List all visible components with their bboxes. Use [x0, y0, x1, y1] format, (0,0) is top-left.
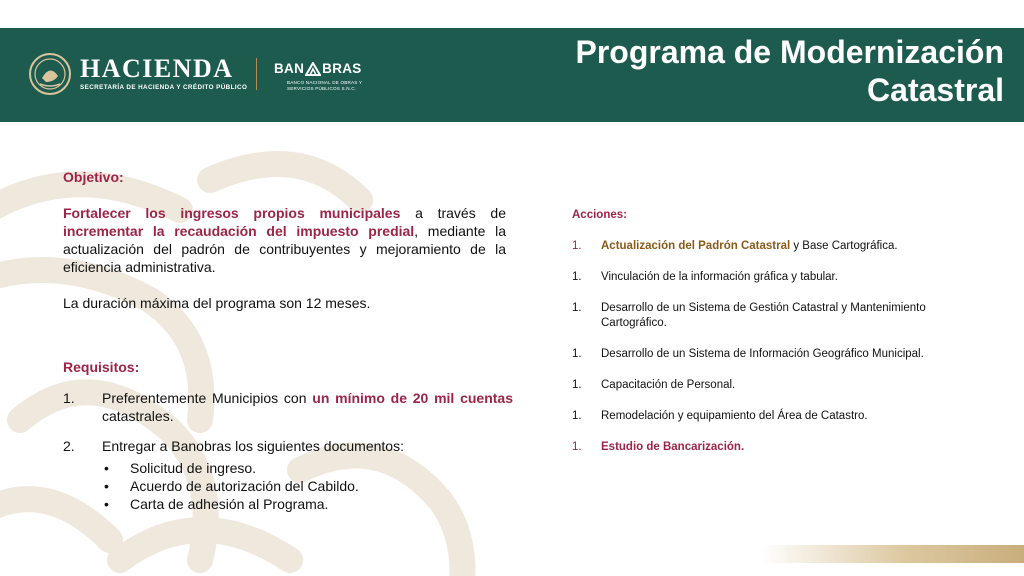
requisitos-section: [63, 358, 513, 513]
requisito-highlight: un mínimo de 20 mil cuentas: [312, 390, 513, 406]
objetivo-text-1: a través de: [400, 205, 506, 221]
page-title-line-2: Catastral: [867, 72, 1004, 108]
requisito-item-1: [63, 389, 513, 425]
requisito-number-1: 1.: [63, 390, 75, 406]
requisito-number-2: 2.: [63, 438, 75, 454]
hacienda-subtitle: SECRETARÍA DE HACIENDA Y CRÉDITO PÚBLICO: [80, 84, 248, 91]
accion-number: 1.: [572, 240, 582, 252]
accion-item-3: [572, 301, 972, 331]
accion-highlight: Actualización del Padrón Catastral: [601, 240, 791, 252]
accion-number: 1.: [572, 348, 582, 360]
accion-text-7: Estudio de Bancarización.: [601, 441, 745, 453]
banobras-text-a: BAN: [274, 61, 305, 76]
accion-item-1: [572, 239, 972, 254]
requisito-text-1b: catastrales.: [102, 408, 174, 424]
accion-text-5: Capacitación de Personal.: [601, 379, 736, 391]
requisitos-label: Requisitos:: [63, 359, 140, 375]
accion-text-4: Desarrollo de un Sistema de Información Geográfico Municipal.: [601, 348, 924, 360]
acciones-label: Acciones:: [572, 209, 627, 221]
requisito-text-2: Entregar a Banobras los siguientes documentos:: [102, 438, 404, 454]
acciones-section: [572, 208, 972, 471]
hacienda-logo-text: HACIENDA: [80, 54, 234, 83]
accion-item-5: [572, 378, 972, 393]
page-title: [575, 33, 1004, 109]
bullet-icon: •: [104, 496, 109, 512]
accion-number: 1.: [572, 441, 582, 453]
objetivo-text: [63, 204, 506, 276]
accion-item-4: [572, 347, 972, 362]
accion-number: 1.: [572, 302, 582, 314]
document-item: • Carta de adhesión al Programa.: [104, 496, 329, 512]
objetivo-highlight-1: Fortalecer los ingresos propios municipales: [63, 205, 401, 221]
documents-list: [63, 459, 513, 513]
bullet-icon: •: [104, 478, 109, 494]
bullet-icon: •: [104, 460, 109, 476]
page-title-line-1: Programa de Modernización: [575, 34, 1004, 70]
accion-text-6: Remodelación y equipamiento del Área de Catastro.: [601, 410, 868, 422]
accion-text-2: Vinculación de la información gráfica y tabular.: [601, 271, 838, 283]
banobras-logo: [274, 61, 362, 77]
requisito-item-2: [63, 437, 513, 455]
objetivo-label: Objetivo:: [63, 169, 124, 185]
objetivo-highlight-2: incrementar la recaudación del impuesto predial: [63, 223, 415, 239]
accion-number: 1.: [572, 410, 582, 422]
accion-item-7: [572, 440, 972, 455]
document-item: • Acuerdo de autorización del Cabildo.: [104, 478, 359, 494]
banobras-o-icon: [305, 62, 321, 76]
national-seal-icon: [28, 52, 72, 96]
accion-text-3: Desarrollo de un Sistema de Gestión Catastral y Mantenimiento Cartográfico.: [601, 302, 926, 329]
accion-number: 1.: [572, 271, 582, 283]
requisito-text-1a: Preferentemente Municipios con: [102, 390, 313, 406]
accion-item-2: [572, 270, 972, 285]
accion-number: 1.: [572, 379, 582, 391]
document-item: • Solicitud de ingreso.: [104, 460, 257, 476]
objetivo-text-2: , mediante la actualización del padrón de contribuyentes y mejoramiento de la eficiencia administrativa.: [63, 223, 506, 275]
banobras-text-b: BRAS: [322, 61, 362, 76]
objetivo-section: [63, 168, 506, 312]
accion-text-1: y Base Cartográfica.: [790, 240, 898, 252]
logo-divider: [256, 58, 257, 90]
banobras-subtitle: BANCO NACIONAL DE OBRAS Y SERVICIOS PÚBLICOS S.N.C.: [287, 80, 363, 91]
duracion-text: La duración máxima del programa son 12 meses.: [63, 295, 371, 311]
footer-gradient-bar: [760, 545, 1024, 563]
accion-item-6: [572, 409, 972, 424]
